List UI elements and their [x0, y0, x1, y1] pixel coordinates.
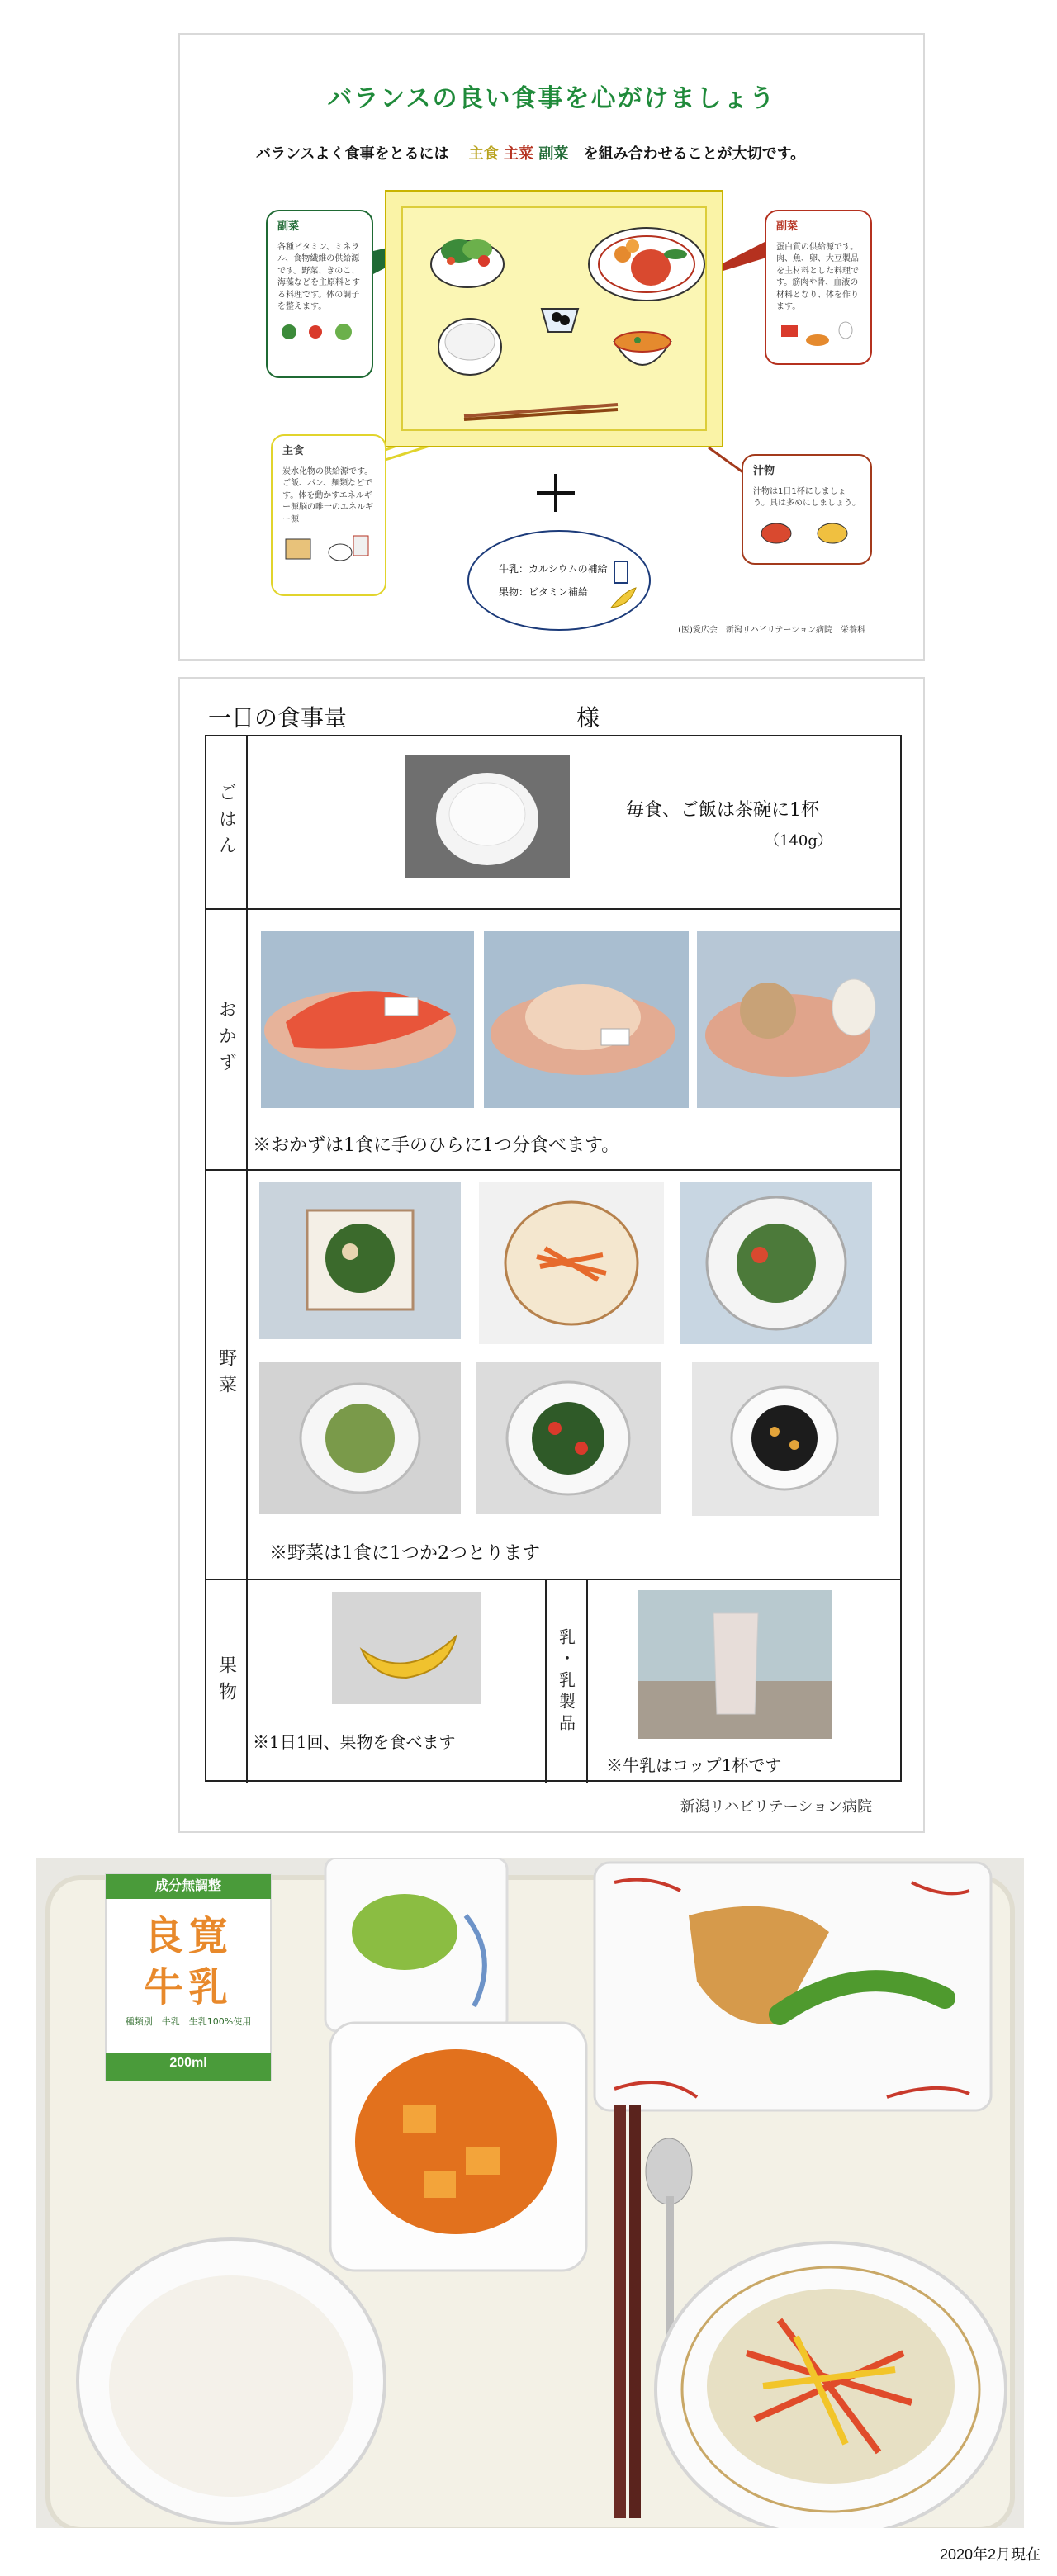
milk-carton-name: 牛乳 — [143, 1964, 233, 2010]
keyword-shusai: 主菜 — [504, 145, 534, 163]
keyword-shushoku: 主食 — [468, 145, 499, 163]
side-dish-illustration — [535, 299, 585, 340]
balance-poster — [178, 33, 925, 661]
callout-shusai: 副菜 蛋白質の供給源です。肉、魚、卵、大豆製品を主材料とした料理です。筋肉や骨、血液の材料となり、体を作ります。 — [765, 210, 872, 365]
row-okazu — [206, 908, 900, 1169]
callout-shushoku: 主食 炭水化物の供給源です。ご飯、パン、麺類などです。体を動かすエネルギー源脳の唯一のエネルギー源 — [271, 434, 386, 596]
callout-fukusai: 副菜 各種ビタミン、ミネラル、食物繊維の供給源です。野菜、きのこ、海藻などを主原料とする料理です。体の調子を整えます。 — [266, 210, 373, 378]
keyword-fukusai: 副菜 — [538, 145, 569, 163]
soup-bowl-illustration — [609, 322, 675, 383]
vegetable-dish-photo-3 — [680, 1182, 872, 1344]
gohan-amount: （140g） — [765, 832, 832, 850]
vegetable-dish-photo-2 — [479, 1182, 664, 1344]
rice-bowl-illustration — [433, 314, 507, 380]
staple-food-icons — [282, 533, 373, 566]
milk-carton-brand: 良寛 — [143, 1913, 233, 1959]
milk-glass-photo — [638, 1590, 832, 1739]
rice-bowl-photo — [405, 755, 570, 878]
gohan-instruction: 毎食、ご飯は茶碗に1杯 — [626, 800, 819, 821]
salad-bowl-illustration — [426, 225, 509, 291]
food-tray-illustration — [385, 190, 723, 447]
meal-amount-table — [205, 735, 902, 1782]
vegetable-dish-photo-5 — [476, 1362, 661, 1514]
row-label: 果物 — [216, 1655, 237, 1708]
milk-fruit-oval: 牛乳：カルシウムの補給 果物：ビタミン補給 — [467, 530, 651, 631]
sheet-heading: 一日の食事量 — [208, 704, 348, 732]
milk-and-banana-icon — [608, 558, 641, 616]
hospital-name: 新潟リハビリテーション病院 — [680, 1798, 872, 1816]
patient-name-suffix: 様 — [576, 704, 600, 732]
row-fruit-dairy — [206, 1579, 900, 1783]
banana-photo — [332, 1592, 481, 1704]
row-label: 野菜 — [216, 1348, 237, 1401]
fruit-note: ※1日1回、果物を食べます — [253, 1732, 456, 1752]
milk-carton-subtitle: 種類別 牛乳 生乳100%使用 — [125, 2016, 252, 2027]
callout-shirumono: 汁物 汁物は1日1杯にしましょう。具は多めにしましょう。 — [742, 454, 872, 565]
row-label: おかず — [216, 1000, 237, 1079]
milk-carton-top-label: 成分無調整 — [154, 1879, 221, 1893]
poster-credit: (医)愛広会 新潟リハビリテーション病院 栄養科 — [678, 626, 865, 635]
soup-icons — [753, 515, 860, 548]
protein-icons — [776, 319, 859, 352]
okazu-note: ※おかずは1食に手のひらに1つ分食べます。 — [253, 1135, 620, 1156]
dairy-note: ※牛乳はコップ1杯です — [606, 1755, 782, 1775]
poster-subtitle: バランスよく食事をとるには 主食 主菜 副菜 を組み合わせることが大切です。 — [256, 145, 806, 163]
row-gohan — [206, 736, 900, 908]
date-note: 2020年2月現在 — [939, 2546, 1040, 2563]
poster-title: バランスの良い食事を心がけましょう — [327, 84, 776, 113]
row-yasai — [206, 1169, 900, 1579]
vegetable-dish-photo-6 — [692, 1362, 879, 1516]
row-label: 乳・乳製品 — [556, 1628, 576, 1735]
vegetable-dish-photo-4 — [259, 1362, 461, 1514]
row-label: ごはん — [216, 783, 237, 862]
vegetable-dish-photo-1 — [259, 1182, 461, 1339]
salmon-on-hand-photo — [261, 931, 474, 1108]
plus-sign — [535, 472, 576, 514]
natto-egg-on-hand-photo — [697, 931, 900, 1108]
chicken-on-hand-photo — [484, 931, 689, 1108]
yasai-note: ※野菜は1食に1つか2つとります — [269, 1543, 540, 1564]
daily-meal-amount-sheet — [178, 677, 925, 1833]
meal-tray-photo — [36, 1858, 1024, 2528]
chopsticks-illustration — [461, 398, 626, 423]
main-dish-illustration — [585, 221, 709, 304]
milk-carton-volume: 200ml — [169, 2056, 207, 2070]
vegetable-icons — [277, 319, 360, 343]
